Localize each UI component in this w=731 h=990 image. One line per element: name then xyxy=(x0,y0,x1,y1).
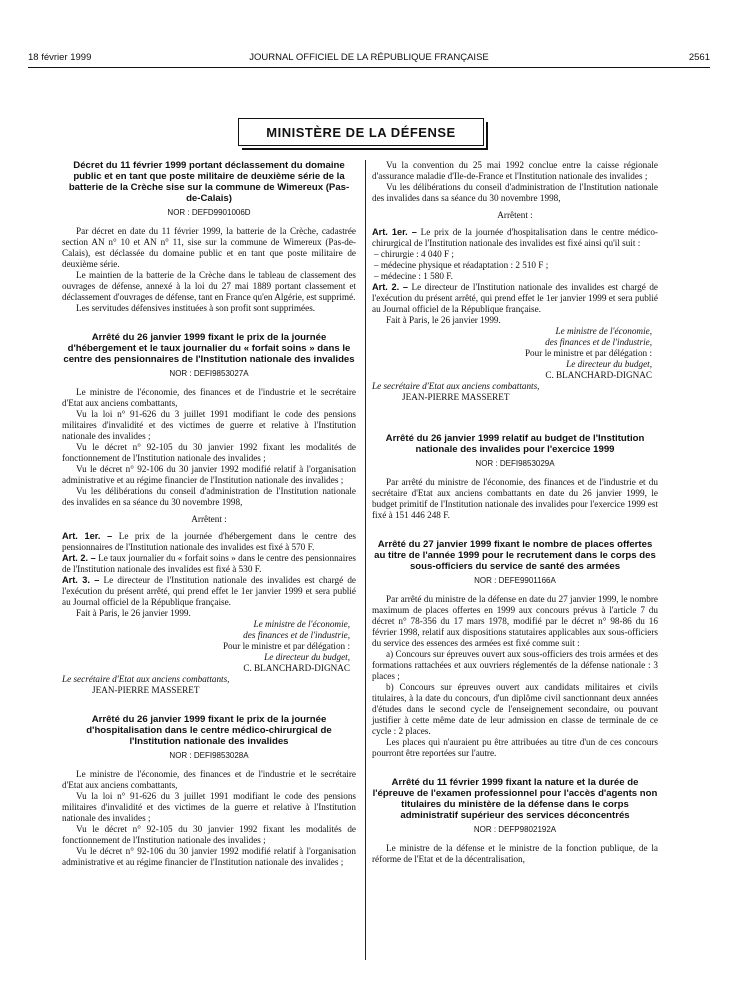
arretent-label: Arrêtent : xyxy=(497,210,533,220)
paragraph: Les servitudes défensives instituées à son profit sont supprimées. xyxy=(76,303,316,313)
arrete-hebergement xyxy=(62,332,356,696)
paragraph: Les places qui n'auraient pu être attribuées au titre d'un de ces concours pourront être reportées sur l'autre. xyxy=(372,737,658,758)
article-1 xyxy=(62,531,356,553)
article-text: Le prix de la journée d'hébergement dans le centre des pensionnaires de l'Institution nationale des invalides est fixé à 570 F. xyxy=(62,531,356,552)
article-text: Le taux journalier du « forfait soins » dans le centre des pensionnaires de l'Institution nationale des invalides est fixé à 530 F. xyxy=(62,553,357,574)
article-label: Art. 2. – xyxy=(372,282,409,292)
signature-line: des finances et de l'industrie, xyxy=(243,630,350,640)
left-column xyxy=(62,160,356,886)
paragraph: Vu la convention du 25 mai 1992 conclue entre la caisse régionale d'assurance maladie d'Ile-de-France et l'Institution nationale des invalides ; xyxy=(372,160,658,181)
fait-a-paris: Fait à Paris, le 26 janvier 1999. xyxy=(386,315,501,325)
nor-reference: NOR : DEFD9901006D xyxy=(167,208,251,217)
paragraph: Vu le décret n° 92-106 du 30 janvier 1992 modifié relatif à l'organisation administrative et au régime financier de l'Institution nationale des invalides ; xyxy=(62,846,356,867)
signature-line: Le secrétaire d'Etat aux anciens combattants, xyxy=(372,381,540,391)
paragraph: Par décret en date du 11 février 1999, la batterie de la Crèche, cadastrée section AN n° 10 et AN n° 11, sise sur la commune de Wimereux (Pas-de-Calais), est déclassée du domaine public et en tant que poste militaire de deuxième série. xyxy=(62,226,356,269)
article-title: Décret du 11 février 1999 portant déclassement du domaine public et en tant que poste militaire de deuxième série de la batterie de la Crèche sise sur la commune de Wimereux (Pas-de-Calais) xyxy=(68,160,350,204)
article-title: Arrêté du 11 février 1999 fixant la nature et la durée de l'épreuve de l'examen professionnel pour l'accès d'agents non titulaires du ministère de la défense dans le corps administratif supérieur des services déconcentrés xyxy=(372,777,658,821)
issue-date: 18 février 1999 xyxy=(28,52,92,63)
page-number: 2561 xyxy=(688,52,710,63)
article-title: Arrêté du 26 janvier 1999 fixant le prix de la journée d'hébergement et le taux journalier du « forfait soins » dans le centre des pensionnaires de l'Institution nationale des invalides xyxy=(63,332,355,365)
arrete-examen-professionnel xyxy=(372,777,658,865)
paragraph: Par arrêté du ministre de l'économie, des finances et de l'industrie et du secrétaire d'Etat aux anciens combattants en date du 26 janvier 1999, le budget primitif de l'Institution nationale des invalides pour l'exercice 1999 est fixé à 151 446 248 F. xyxy=(372,477,659,520)
column-divider xyxy=(365,160,366,960)
article-1 xyxy=(372,227,658,249)
article-label: Art. 3. – xyxy=(62,575,100,585)
fait-a-paris: Fait à Paris, le 26 janvier 1999. xyxy=(76,608,191,618)
journal-title: JOURNAL OFFICIEL DE LA RÉPUBLIQUE FRANÇAISE xyxy=(249,52,489,63)
article-title: Arrêté du 27 janvier 1999 fixant le nombre de places offertes au titre de l'année 1999 pour le recrutement dans le corps des sous-officiers du service de santé des armées xyxy=(374,539,656,572)
paragraph: Par arrêté du ministre de la défense en date du 27 janvier 1999, le nombre maximum de places offertes en 1999 aux concours prévus à l'article 7 du décret n° 78-356 du 17 mars 1978, modifié par le décret n° 98-86 du 16 février 1998, relatif aux dispositions statutaires applicables aux sous-officiers du service des essences des armées est fixé comme suit : xyxy=(372,594,658,648)
paragraph: Vu la loi n° 91-626 du 3 juillet 1991 modifiant le code des pensions militaires d'invalidité et des victimes de guerre et relative à l'Institution nationale des invalides ; xyxy=(62,409,356,441)
signature-block xyxy=(62,619,356,674)
signature-line: Le directeur du budget, xyxy=(566,359,652,369)
nor-reference: NOR : DEFI9853029A xyxy=(475,459,555,468)
nor-reference: NOR : DEFI9853027A xyxy=(169,369,249,378)
article-label: Art. 1er. – xyxy=(62,531,113,541)
ministry-heading: MINISTÈRE DE LA DÉFENSE xyxy=(238,118,484,146)
right-column xyxy=(372,160,658,883)
paragraph: Vu le décret n° 92-106 du 30 janvier 1992 modifié relatif à l'organisation administrative et au régime financier de l'Institution nationale des invalides ; xyxy=(62,464,356,485)
arretent-label: Arrêtent : xyxy=(191,514,227,524)
paragraph: Le maintien de la batterie de la Crèche dans le tableau de classement des ouvrages de défense, annexé à la loi du 27 mai 1889 portant classement et déclassement d'ouvrages de défense, tant en France qu'en Algérie, est supprimé. xyxy=(62,270,356,302)
article-2 xyxy=(62,553,356,575)
article-label: Art. 1er. – xyxy=(372,227,417,237)
signature-line: Le secrétaire d'Etat aux anciens combattants, xyxy=(62,674,230,684)
signature-line: des finances et de l'industrie, xyxy=(545,337,652,347)
paragraph: a) Concours sur épreuves ouvert aux sous-officiers des trois armées et des formations rattachées et aux ouvriers réglementés de la défense nationale : 3 places ; xyxy=(372,649,658,681)
signatory-name: JEAN-PIERRE MASSERET xyxy=(92,685,200,695)
signature-line: Le directeur du budget, xyxy=(264,652,350,662)
article-text: Le prix de la journée d'hospitalisation dans le centre médico-chirurgical de l'Institution nationale des invalides est fixé ainsi qu'il suit : xyxy=(372,227,658,248)
nor-reference: NOR : DEFP9802192A xyxy=(473,825,557,834)
running-header xyxy=(28,52,710,66)
paragraph: Le ministre de l'économie, des finances et de l'industrie et le secrétaire d'Etat aux anciens combattants, xyxy=(62,769,356,790)
paragraph: Vu le décret n° 92-105 du 30 janvier 1992 fixant les modalités de fonctionnement de l'Institution nationale des invalides ; xyxy=(62,824,356,845)
paragraph: Vu le décret n° 92-105 du 30 janvier 1992 fixant les modalités de fonctionnement de l'Institution nationale des invalides ; xyxy=(62,442,356,463)
header-rule xyxy=(28,67,710,68)
arrete-hospitalisation xyxy=(62,714,356,868)
signature-line: Pour le ministre et par délégation : xyxy=(222,641,350,651)
paragraph: Vu les délibérations du conseil d'administration de l'Institution nationale des invalides dans sa séance du 30 novembre 1998, xyxy=(372,182,658,203)
signatory-name: C. BLANCHARD-DIGNAC xyxy=(243,663,350,673)
signature-line: Pour le ministre et par délégation : xyxy=(524,348,652,358)
article-title: Arrêté du 26 janvier 1999 relatif au budget de l'Institution nationale des invalides pour l'exercice 1999 xyxy=(385,433,645,455)
paragraph: Vu les délibérations du conseil d'administration de l'Institution nationale des invalides en sa séance du 30 novembre 1998, xyxy=(62,486,356,507)
arrete-budget xyxy=(372,433,658,521)
signatory-name: C. BLANCHARD-DIGNAC xyxy=(545,370,652,380)
nor-reference: NOR : DEFI9853028A xyxy=(169,751,249,760)
article-2 xyxy=(372,282,658,315)
paragraph: Le ministre de l'économie, des finances et de l'industrie et le secrétaire d'Etat aux anciens combattants, xyxy=(62,387,356,408)
article-text: Le directeur de l'Institution nationale des invalides est chargé de l'exécution du présent arrêté, qui prend effet le 1er janvier 1999 et sera publié au Journal officiel de la République française. xyxy=(372,282,658,314)
signature-block xyxy=(372,326,658,381)
list-item: – médecine physique et réadaptation : 2 510 F ; xyxy=(374,260,549,270)
article-title: Arrêté du 26 janvier 1999 fixant le prix de la journée d'hospitalisation dans le centre médico-chirurgical de l'Institution nationale des invalides xyxy=(86,714,332,747)
paragraph: b) Concours sur épreuves ouvert aux candidats militaires et civils titulaires, à la date du concours, d'un diplôme civil sanctionnant deux années d'études dans le second cycle de l'enseignement secondaire, ou pouvant justifier à cette même date de leur admission en classe de terminale de ce cycle : 2 places. xyxy=(372,682,658,736)
decree-declassement xyxy=(62,160,356,314)
article-text: Le directeur de l'Institution nationale des invalides est chargé de l'exécution du présent arrêté, qui prend effet le 1er janvier 1999 et sera publié au Journal officiel de la République française. xyxy=(62,575,356,607)
paragraph: Vu la loi n° 91-626 du 3 juillet 1991 modifiant le code des pensions militaires d'invalidité et des victimes de la guerre et relative à l'Institution nationale des invalides ; xyxy=(62,791,356,823)
nor-reference: NOR : DEFE9901166A xyxy=(474,576,556,585)
article-label: Art. 2. – xyxy=(62,553,96,563)
arrete-hospitalisation-continued xyxy=(372,160,658,403)
list-item: – médecine : 1 580 F. xyxy=(374,271,453,281)
signature-line: Le ministre de l'économie, xyxy=(253,619,350,629)
list-item: – chirurgie : 4 040 F ; xyxy=(374,249,454,259)
article-3 xyxy=(62,575,356,608)
signature-line: Le ministre de l'économie, xyxy=(555,326,652,336)
arrete-places-sous-officiers xyxy=(372,539,658,759)
signatory-name: JEAN-PIERRE MASSERET xyxy=(402,392,510,402)
paragraph: Le ministre de la défense et le ministre de la fonction publique, de la réforme de l'Etat et de la décentralisation, xyxy=(372,843,658,864)
